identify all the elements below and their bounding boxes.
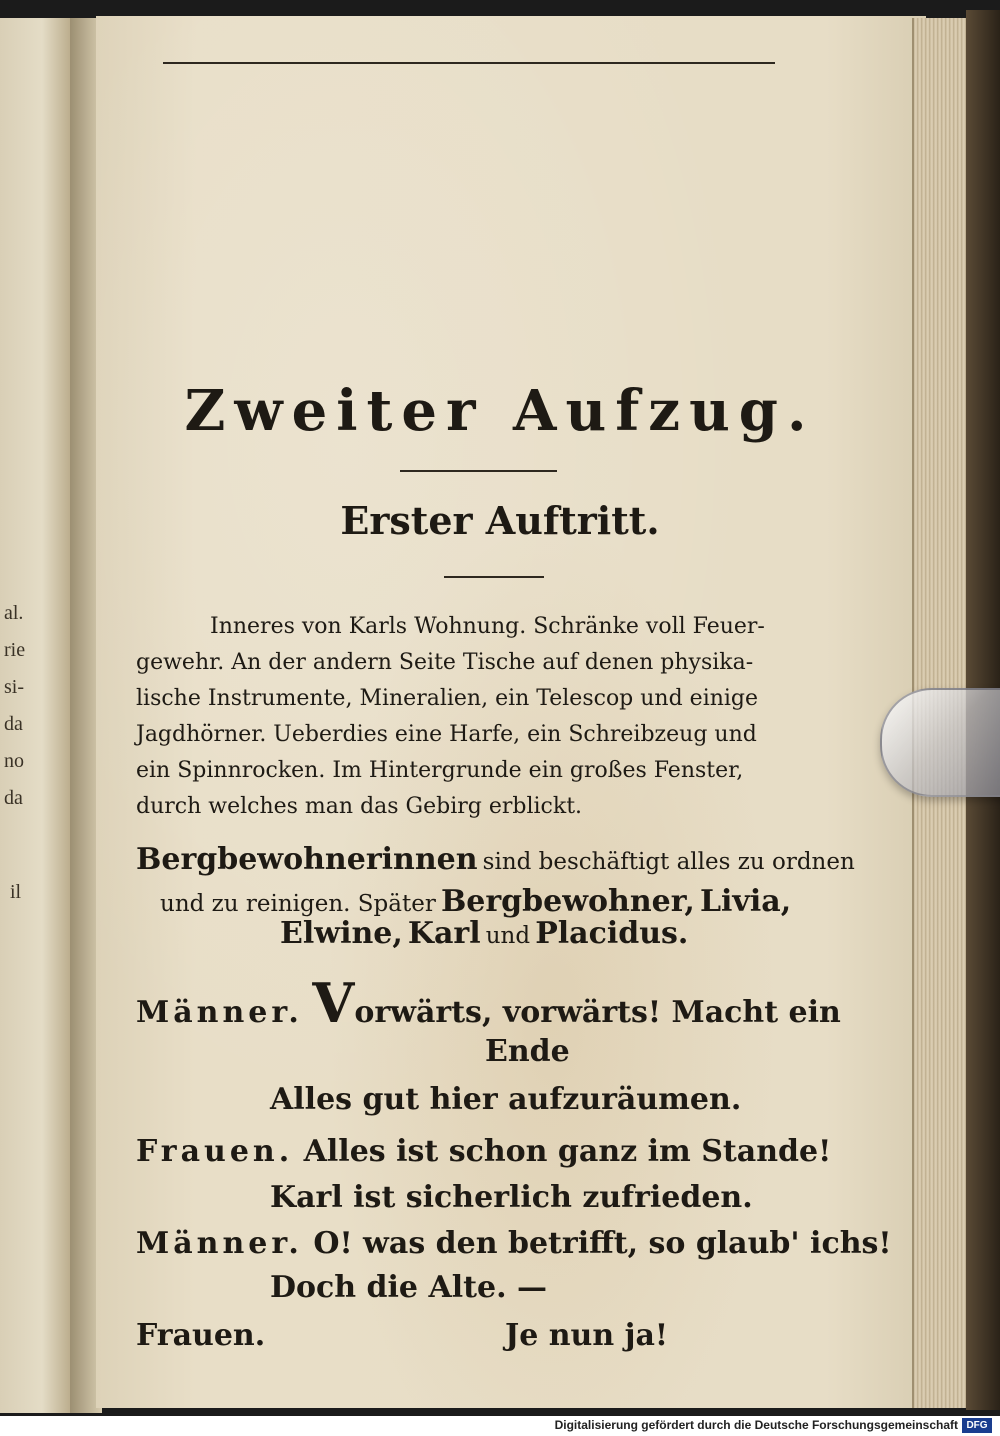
- stage-direction-line: Jagdhörner. Ueberdies eine Harfe, ein Schreibzeug und: [136, 722, 757, 747]
- verse-text: Je nun ja!: [505, 1318, 669, 1353]
- left-page-fragment: al.: [4, 602, 24, 624]
- character-text: und zu reinigen. Später: [160, 891, 436, 917]
- verse-text: O! was den betrifft, so glaub' ichs!: [313, 1226, 892, 1261]
- character-text: sind beschäftigt alles zu ordnen: [482, 849, 855, 875]
- left-page-fragment: rie: [4, 639, 26, 661]
- speaker-name: Frauen.: [136, 1134, 294, 1169]
- stage-direction-line: Inneres von Karls Wohnung. Schränke voll Feuer-: [210, 614, 765, 639]
- header-rule: [163, 62, 775, 64]
- verse-text: Alles gut hier aufzuräumen.: [270, 1082, 742, 1117]
- left-page-fragment: da: [4, 713, 23, 735]
- left-page-fragment: il: [10, 881, 22, 903]
- footer-bar: [0, 1416, 1000, 1436]
- left-page-edge: [0, 18, 73, 1413]
- verse-text: Karl ist sicherlich zufrieden.: [270, 1180, 753, 1215]
- character-name: Placidus.: [535, 916, 689, 951]
- scene-rule: [444, 576, 544, 578]
- character-name: Livia,: [699, 884, 792, 919]
- character-name: Karl: [407, 916, 481, 951]
- stage-direction-line: ein Spinnrocken. Im Hintergrunde ein großes Fenster,: [136, 758, 744, 783]
- stage-direction-line: durch welches man das Gebirg erblickt.: [136, 794, 583, 819]
- character-name: Bergbewohner,: [440, 884, 695, 919]
- verse-text: Alles ist schon ganz im Stande!: [303, 1134, 832, 1169]
- verse-text: Doch die Alte. —: [270, 1270, 547, 1305]
- speaker-name: Männer.: [136, 1226, 303, 1261]
- stage-direction-line: lische Instrumente, Mineralien, ein Telescop und einige: [136, 686, 759, 711]
- scene-title: Erster Auftritt.: [340, 498, 660, 543]
- act-title: Zweiter Aufzug.: [184, 378, 816, 444]
- verse-text: Ende: [485, 1034, 570, 1069]
- character-name: Elwine,: [280, 916, 403, 951]
- character-name: Bergbewohnerinnen: [136, 842, 478, 877]
- initial-capital: V: [312, 971, 355, 1035]
- title-rule: [400, 470, 557, 472]
- speaker-name: Männer.: [136, 995, 303, 1030]
- left-page-fragment: no: [4, 750, 24, 772]
- page-holder-clip: [880, 688, 1000, 797]
- left-page-fragment: da: [4, 787, 23, 809]
- left-page-fragment: si-: [4, 676, 24, 698]
- dfg-logo-icon: DFG: [962, 1418, 992, 1433]
- footer-credit: Digitalisierung gefördert durch die Deutsche Forschungsgemeinschaft: [554, 1418, 958, 1432]
- character-text: und: [485, 923, 531, 949]
- speaker-name: Frauen.: [136, 1318, 266, 1353]
- stage-direction-line: gewehr. An der andern Seite Tische auf denen physika-: [136, 650, 754, 675]
- verse-text: orwärts, vorwärts! Macht ein: [354, 995, 841, 1030]
